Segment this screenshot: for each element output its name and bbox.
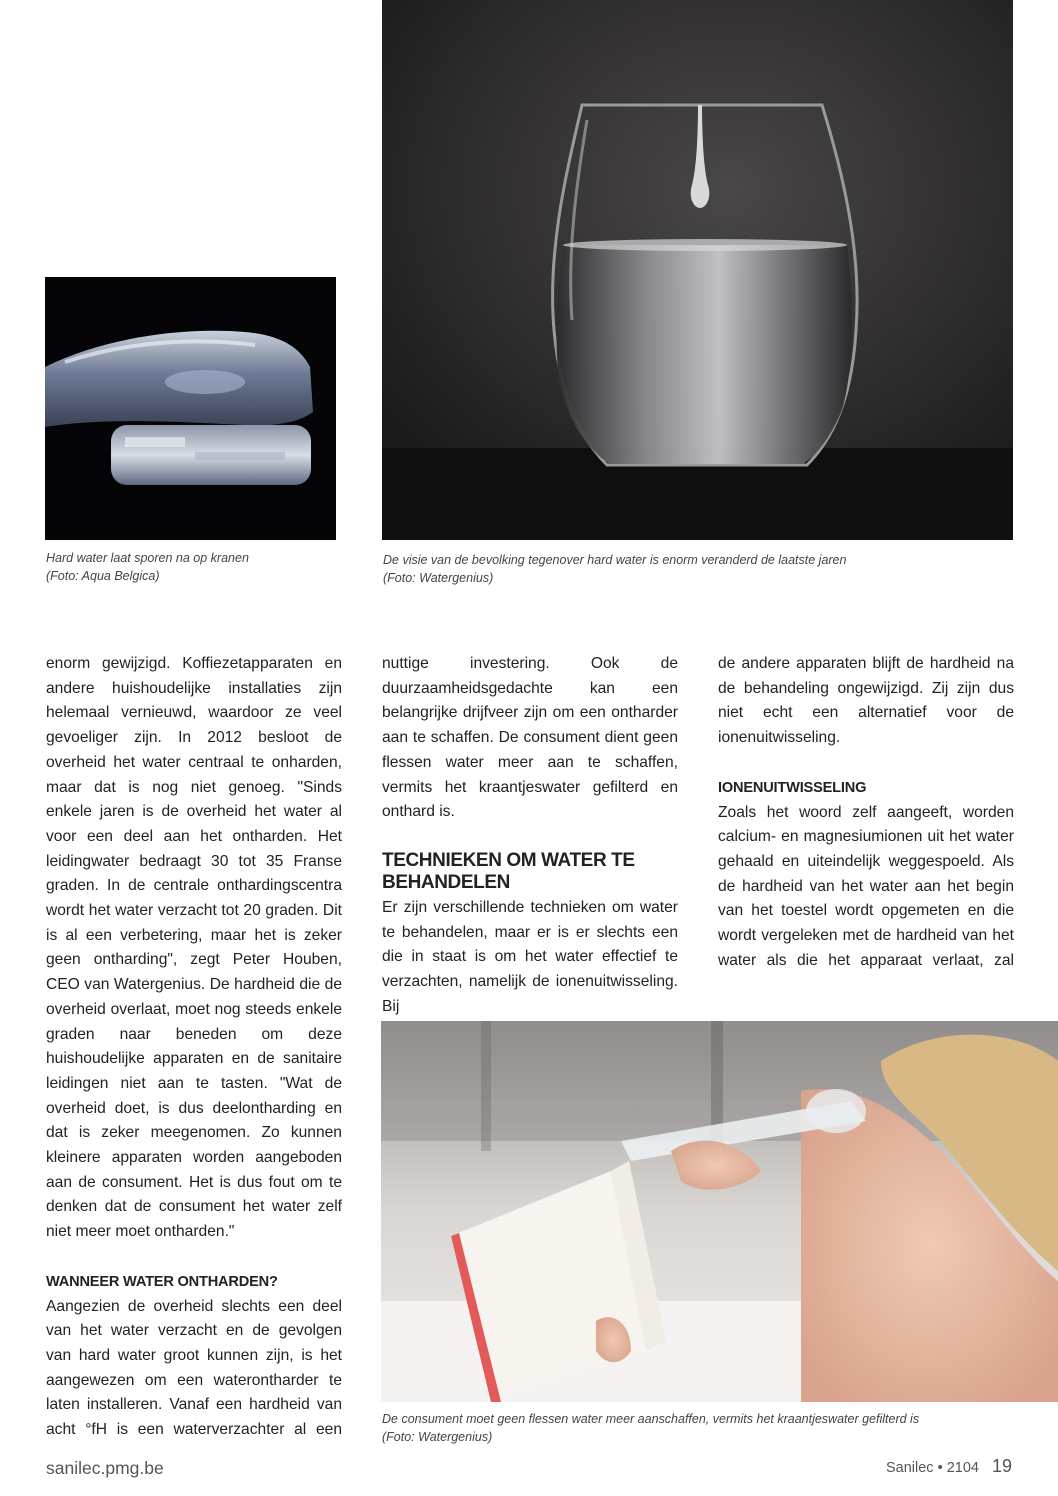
caption-glass-line2: (Foto: Watergenius) xyxy=(383,571,494,585)
heading-wanneer-water-ontharden: WANNEER WATER ONTHARDEN? xyxy=(46,1273,278,1290)
footer-website-link[interactable]: sanilec.pmg.be xyxy=(46,1458,164,1478)
photo-glass xyxy=(382,0,1013,540)
photo-tap xyxy=(45,277,336,540)
caption-tap xyxy=(46,549,346,585)
column1-paragraph2: Aangezien de overheid slechts een deel van het water verzacht en de gevolgen van hard water groot kunnen zijn, is het aangewezen om een waterontharder te laten installeren. Vanaf een hardheid van acht °fH is een waterverzachter al een xyxy=(46,1297,342,1439)
heading-ionenuitwisseling: IONENUITWISSELING xyxy=(718,779,867,796)
article-column-1 xyxy=(46,652,342,1443)
column1-paragraph1: enorm gewijzigd. Koffiezetapparaten en andere huishoudelijke installaties zijn helemaal vernieuwd, waardoor ze veel gevoeliger zijn. In 2012 besloot de overheid het water centraal te onharden, maar dat is nog niet genoeg. "Sinds enkele jaren is de overheid het water al voor een deel aan het ontharden. Het leidingwater bedraagt 30 tot 35 Franse graden. In de centrale onthardingscentra wordt het water verzacht tot 20 graden. Dit is al een verbetering, maar het is zeker geen ontharding", zegt Peter Houben, CEO van Watergenius. De hardheid die de overheid overlaat, moet nog steeds enkele graden naar beneden om deze huishoudelijke apparaten en de sanitaire leidingen niet aan te tasten. "Wat de overheid doet, is dus deelontharding en dat is zeker meegenomen. Zo kunnen kleinere apparaten worden aangeboden aan de consument. Het is dus fout om te denken dat de consument het water zelf niet meer moet ontharden." xyxy=(46,655,342,1241)
caption-woman-line2: (Foto: Watergenius) xyxy=(382,1430,493,1444)
footer-magazine-issue: Sanilec • 2104 xyxy=(886,1460,979,1476)
caption-glass-line1: De visie van de bevolking tegenover hard water is enorm veranderd de laatste jaren xyxy=(383,553,847,567)
caption-woman xyxy=(382,1410,1042,1446)
page-number: 19 xyxy=(992,1456,1013,1476)
caption-woman-line1: De consument moet geen flessen water meer aanschaffen, vermits het kraantjeswater gefilterd is xyxy=(382,1412,920,1426)
column3-paragraph2: Zoals het woord zelf aangeeft, worden calcium- en magnesiumionen uit het water gehaald en uiteindelijk weggespoeld. Als de hardheid van het water aan het begin van het toestel wordt opgemeten en die wordt vergeleken met de hardheid van het water als die het apparaat verlaat, zal xyxy=(718,803,1014,969)
caption-tap-line1: Hard water laat sporen na op kranen xyxy=(46,551,249,565)
photo-woman-drinking xyxy=(381,1021,1058,1402)
caption-tap-line2: (Foto: Aqua Belgica) xyxy=(46,569,160,583)
heading-technieken: TECHNIEKEN OM WATER TE BEHANDELEN xyxy=(382,849,635,893)
column3-paragraph1: de andere apparaten blijft de hardheid na de behandeling ongewijzigd. Zij zijn dus niet echt een alternatief voor de ionenuitwisseling. xyxy=(718,655,1014,747)
article-column-3 xyxy=(718,652,1014,973)
column2-paragraph2: Er zijn verschillende technieken om water te behandelen, maar er is er slechts een die in staat is om het water effectief te verzachten, namelijk de ionenuitwisseling. Bij xyxy=(382,898,678,1015)
caption-glass xyxy=(383,551,1013,587)
column2-paragraph1: nuttige investering. Ook de duurzaamheidsgedachte kan een belangrijke drijfveer zijn om een ontharder aan te schaffen. De consument dient geen flessen water meer aan te schaffen, vermits het kraantjeswater gefilterd en onthard is. xyxy=(382,655,678,821)
article-column-2 xyxy=(382,652,678,1019)
